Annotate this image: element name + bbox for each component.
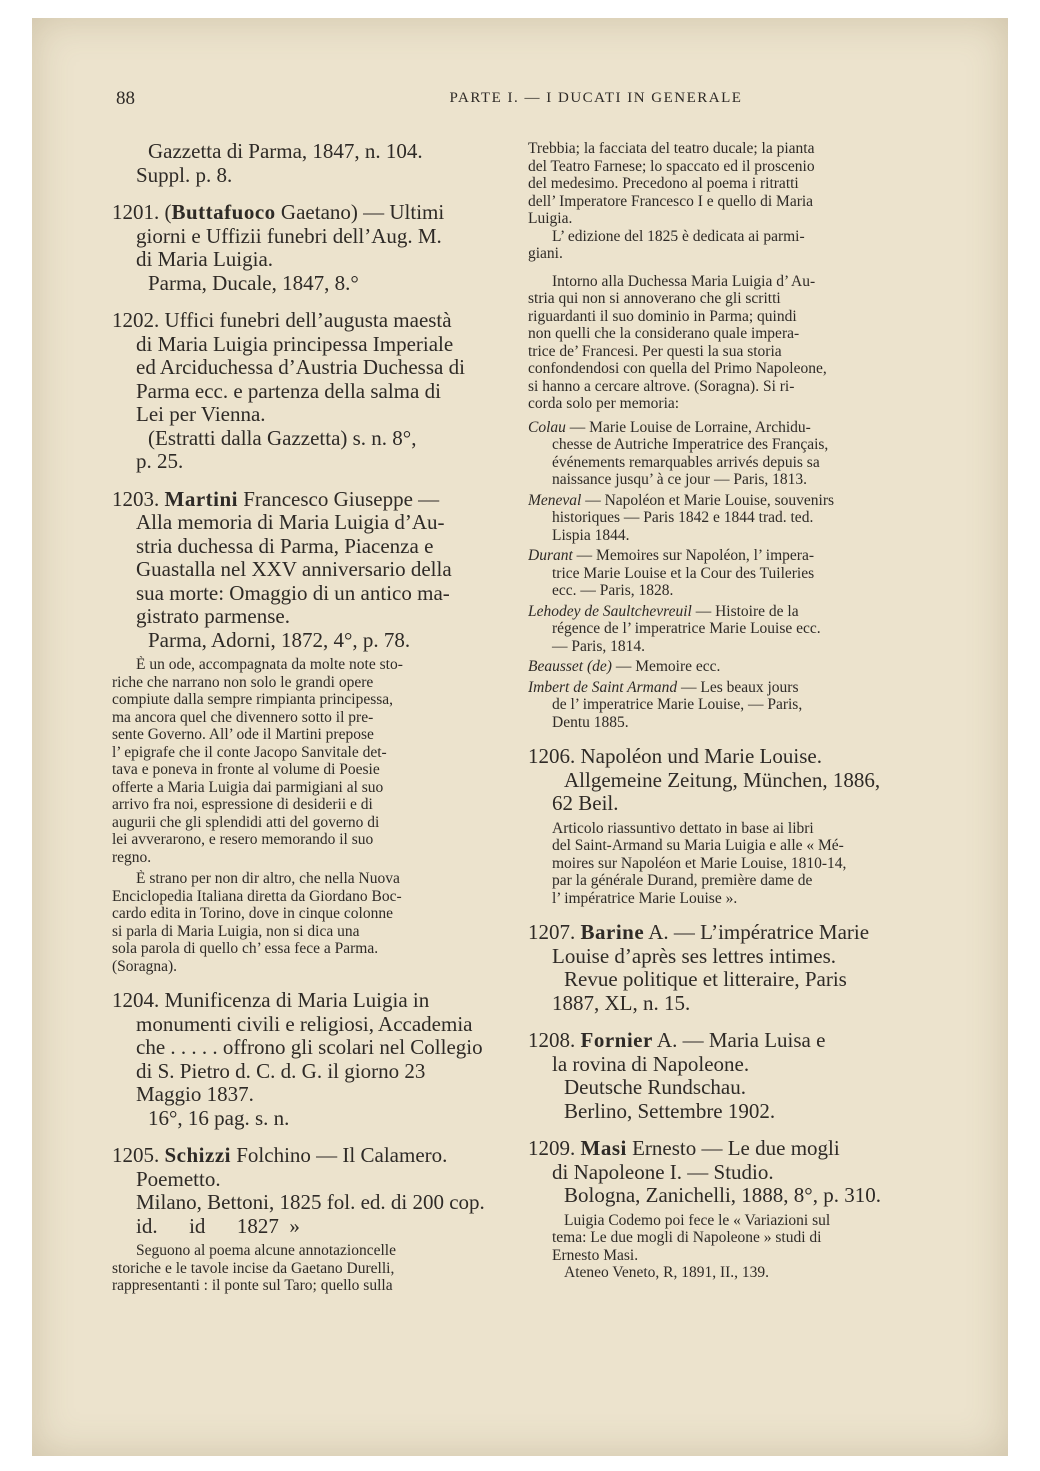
reference-imbert (528, 679, 926, 732)
text-line: giorni e Uffizii funebri dell’Aug. M. (136, 224, 442, 248)
imprint-line: 16°, 16 pag. s. n. (148, 1106, 290, 1130)
ref-line: historiques — Paris 1842 e 1844 trad. ted. (552, 509, 814, 526)
paren-open: ( (164, 201, 172, 224)
note-line: Ernesto Masi. (552, 1246, 639, 1264)
note-line: Luigia. (528, 210, 573, 227)
entry-title-start: A. — Maria Luisa e (652, 1029, 826, 1052)
entry-number: 1204. (112, 989, 160, 1012)
ref-author: Beausset (de) (528, 658, 612, 675)
note-line: augurii che gli splendidi atti del governo di (112, 813, 380, 831)
note-line: non quelli che la considerano quale impera- (528, 325, 800, 342)
ref-line: chesse de Autriche Imperatrice des Français, (552, 436, 829, 453)
text-line: Maggio 1837. (136, 1083, 254, 1106)
text-line: Suppl. p. 8. (136, 163, 233, 187)
note-line: arrivo fra noi, espressione di desiderii e di (112, 796, 373, 813)
imprint-line: Bologna, Zanichelli, 1888, 8°, p. 310. (564, 1184, 881, 1207)
ref-author: Lehodey de Saultchevreuil (528, 602, 692, 620)
note-line: compiute dalla sempre rimpianta principessa, (112, 691, 394, 708)
note-line: del Saint-Armand su Maria Luigia e alle « Mé- (552, 837, 844, 854)
ref-text: — Memoires sur Napoléon, l’ impera- (572, 547, 814, 564)
entry-author: Buttafuoco (171, 201, 276, 224)
imprint-line: Allgemeine Zeitung, München, 1886, (564, 768, 881, 792)
right-column (528, 140, 926, 1296)
ref-line: — Paris, 1814. (552, 637, 645, 655)
ref-author: Imbert de Saint Armand (528, 678, 678, 696)
note-line: confondendosi con quella del Primo Napoleone, (528, 360, 827, 377)
entry-note (112, 1242, 508, 1295)
note-line: L’ edizione del 1825 è dedicata ai parmi- (552, 227, 805, 245)
note-line: sola parola di quello ch’ essa fece a Parma. (112, 940, 379, 957)
imprint-line: Berlino, Settembre 1902. (564, 1099, 776, 1123)
imprint-line: Parma, Adorni, 1872, 4°, p. 78. (148, 628, 411, 652)
entry-number: 1202. (112, 309, 160, 332)
note-line: dell’ Imperatore Francesco I e quello di Maria (528, 192, 814, 210)
text-line: di S. Pietro d. C. d. G. il giorno 23 (136, 1059, 426, 1083)
note-line: moires sur Napoléon et Marie Louise, 1810-14, (552, 854, 847, 872)
note-line: corda solo per memoria: (528, 395, 680, 412)
entry-number: 1205. (112, 1144, 160, 1167)
note-line: sente Governo. All’ ode il Martini prepose (112, 726, 374, 743)
text-line: ed Arciduchessa d’Austria Duchessa di (136, 356, 465, 379)
text-line: di Maria Luigia principessa Imperiale (136, 332, 454, 356)
ref-line: Dentu 1885. (552, 713, 629, 731)
entry-title-start: Francesco Giuseppe — (237, 487, 440, 511)
ref-text: — Marie Louise de Lorraine, Archidu- (565, 418, 811, 436)
reference-lehodey (528, 603, 926, 656)
note-line: storiche e le tavole incise da Gaetano Durelli, (112, 1259, 395, 1277)
text-line: Alla memoria di Maria Luigia d’Au- (136, 511, 445, 534)
ref-text: — Histoire de la (691, 602, 799, 620)
ref-line: de l’ imperatrice Marie Louise, — Paris, (552, 696, 803, 713)
entry-number: 1203. (112, 487, 160, 511)
entry-1201 (112, 201, 508, 295)
text-line: Lei per Vienna. (136, 403, 266, 426)
note-line: È un ode, accompagnata da molte note sto- (136, 656, 403, 673)
entry-title-start: Folchino — Il Calamero. (231, 1144, 448, 1167)
ref-author: Durant (528, 547, 573, 564)
note-line: Enciclopedia Italiana diretta da Giordano Boc- (112, 887, 402, 905)
note-line: tema: Le due mogli di Napoleone » studi di (552, 1229, 822, 1246)
entry-1203 (112, 488, 508, 976)
entry-author: Martini (164, 487, 238, 511)
page-header (116, 88, 936, 112)
note-line: (Soragna). (112, 957, 177, 975)
ref-text: — Memoire ecc. (611, 658, 721, 675)
text-line: Guastalla nel XXV anniversario della (136, 558, 452, 581)
entry-title-start: A. — L’impératrice Marie (644, 921, 870, 944)
ref-line: Lispia 1844. (552, 526, 630, 544)
reference-meneval (528, 492, 926, 545)
imprint-line: Parma, Ducale, 1847, 8.° (148, 271, 359, 295)
ref-text: — Napoléon et Marie Louise, souvenirs (581, 491, 835, 509)
text-line: la rovina di Napoleone. (552, 1052, 750, 1076)
entry-1200-continuation (112, 140, 508, 187)
reference-durant (528, 547, 926, 600)
note-line: stria qui non si annoverano che gli scritti (528, 290, 781, 307)
text-line: di Maria Luigia. (136, 248, 274, 271)
note-line: regno. (112, 848, 152, 866)
entry-number: 1201. (112, 201, 160, 224)
text-line: di Napoleone I. — Studio. (552, 1160, 774, 1184)
left-column (112, 140, 508, 1309)
note-line: ma ancora quel che divennero sotto il pre- (112, 708, 374, 726)
page-number: 88 (116, 88, 135, 109)
entry-title-start: Uffici funebri dell’augusta maestà (159, 309, 452, 332)
entry-note (528, 820, 926, 908)
ref-line: événements remarquables arrivés depuis sa (552, 453, 820, 471)
imprint-line: Deutsche Rundschau. (564, 1076, 746, 1099)
imprint-line: Revue politique et litteraire, Paris (564, 968, 847, 991)
running-title: PARTE I. — I DUCATI IN GENERALE (449, 90, 743, 106)
ref-line: ecc. — Paris, 1828. (552, 582, 674, 599)
reference-beausset (528, 658, 926, 676)
ref-author: Meneval (528, 491, 582, 509)
entry-number: 1209. (528, 1137, 576, 1160)
imprint-line: (Estratti dalla Gazzetta) s. n. 8°, (148, 426, 417, 450)
note-line: riguardanti il suo dominio in Parma; quindi (528, 307, 797, 325)
entry-author: Schizzi (164, 1144, 231, 1167)
note-line: cardo edita in Torino, dove in cinque colonne (112, 905, 393, 922)
entry-number: 1208. (528, 1029, 576, 1052)
entry-title-start: Gaetano) — Ultimi (275, 201, 445, 224)
entry-number: 1207. (528, 921, 576, 944)
note-line: Seguono al poema alcune annotazioncelle (136, 1242, 396, 1259)
entry-note (112, 656, 508, 866)
entry-title-start: Ernesto — Le due mogli (626, 1137, 840, 1160)
note-line: giani. (528, 245, 563, 262)
note-line: del Teatro Farnese; lo spaccato ed il proscenio (528, 157, 815, 175)
entry-1209 (528, 1137, 926, 1282)
entry-author: Barine (580, 921, 645, 944)
entry-title-start: Napoléon und Marie Louise. (575, 745, 822, 768)
text-line: Poemetto. (136, 1167, 221, 1191)
soragna-note (528, 273, 926, 413)
text-line: Louise d’après ses lettres intimes. (552, 944, 837, 968)
text-line: che . . . . . offrono gli scolari nel Collegio (136, 1036, 483, 1059)
entry-1202 (112, 309, 508, 474)
entry-number: 1206. (528, 745, 576, 768)
note-line: Ateneo Veneto, R, 1891, II., 139. (564, 1264, 770, 1281)
entry-1204 (112, 989, 508, 1130)
note-line: rappresentanti : il ponte sul Taro; quello sulla (112, 1277, 393, 1294)
entry-1206 (528, 745, 926, 907)
note-line: l’ epigrafe che il conte Jacopo Sanvitale det- (112, 743, 387, 761)
entry-1205-note-continued (528, 140, 926, 263)
text-line: monumenti civili e religiosi, Accademia (136, 1012, 473, 1036)
ref-author: Colau (528, 418, 566, 436)
text-line: gistrato parmense. (136, 605, 290, 628)
imprint-line: 62 Beil. (552, 792, 619, 815)
imprint-line: p. 25. (136, 450, 184, 473)
note-line: tava e poneva in fronte al volume di Poesie (112, 761, 380, 778)
entry-note (112, 870, 508, 975)
entry-1207 (528, 921, 926, 1015)
entry-title-start: Munificenza di Maria Luigia in (159, 989, 430, 1012)
imprint-line: id. id 1827 » (136, 1214, 300, 1238)
text-line: sua morte: Omaggio di un antico ma- (136, 581, 450, 605)
text-line: stria duchessa di Parma, Piacenza e (136, 534, 434, 558)
entry-1205 (112, 1144, 508, 1295)
ref-line: naissance jusqu’ à ce jour — Paris, 1813. (552, 471, 807, 488)
note-line: del medesimo. Precedono al poema i ritratti (528, 175, 799, 192)
note-line: si hanno a cercare altrove. (Soragna). Si ri- (528, 377, 795, 395)
note-line: riche che narrano non solo le grandi opere (112, 673, 374, 691)
note-line: Articolo riassuntivo dettato in base ai libri (552, 819, 814, 837)
note-line: trice de’ Francesi. Per questi la sua storia (528, 342, 782, 360)
ref-line: trice Marie Louise et la Cour des Tuileries (552, 564, 815, 582)
note-line: Intorno alla Duchessa Maria Luigia d’ Au- (552, 272, 816, 290)
ref-text: — Les beaux jours (677, 678, 799, 696)
note-line: lei avverarono, e resero memorando il suo (112, 831, 374, 848)
reference-colau (528, 419, 926, 489)
note-line: l’ impératrice Marie Louise ». (552, 889, 738, 907)
entry-1208 (528, 1029, 926, 1123)
note-line: Luigia Codemo poi fece le « Variazioni sul (564, 1211, 831, 1229)
entry-author: Masi (580, 1137, 627, 1160)
entry-author: Fornier (580, 1029, 653, 1052)
entry-note (528, 1212, 926, 1282)
text-line: Gazzetta di Parma, 1847, n. 104. (148, 140, 423, 163)
note-line: par la générale Durand, première dame de (552, 872, 813, 889)
note-line: Trebbia; la facciata del teatro ducale; la pianta (528, 140, 815, 157)
note-line: È strano per non dir altro, che nella Nuova (136, 870, 400, 887)
note-line: si parla di Maria Luigia, non si dica una (112, 922, 360, 940)
ref-line: régence de l’ imperatrice Marie Louise ecc. (552, 620, 821, 637)
text-line: Parma ecc. e partenza della salma di (136, 379, 441, 403)
imprint-line: Milano, Bettoni, 1825 fol. ed. di 200 cop. (136, 1191, 485, 1214)
imprint-line: 1887, XL, n. 15. (552, 991, 691, 1015)
note-line: offerte a Maria Luigia dai parmigiani al suo (112, 778, 384, 796)
